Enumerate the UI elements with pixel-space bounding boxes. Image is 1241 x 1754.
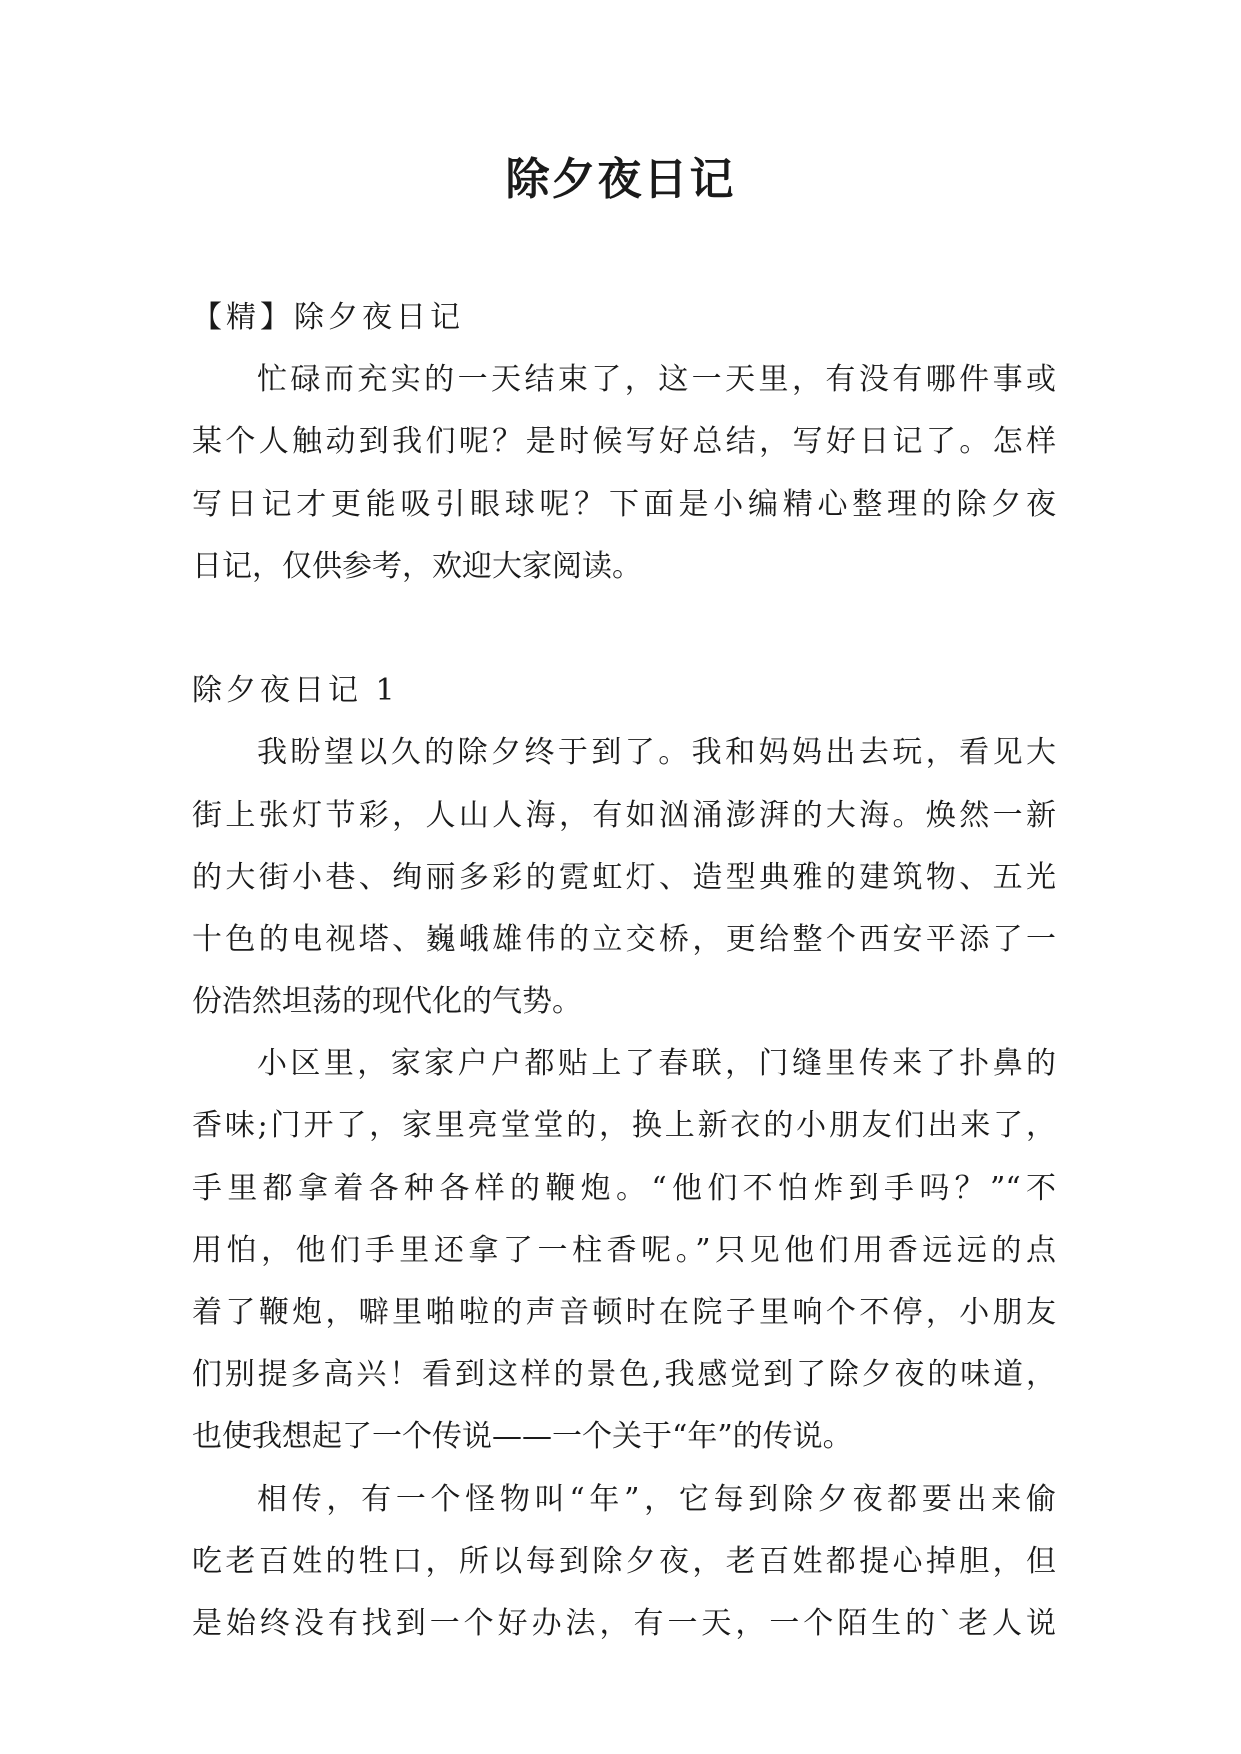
blank-line [192, 598, 1056, 660]
paragraph-line: 小区里，家家户户都贴上了春联，门缝里传来了扑鼻的 [257, 1046, 1056, 1082]
paragraph-line: 忙碌而充实的一天结束了，这一天里，有没有哪件事或 [257, 362, 1056, 398]
paragraph-line: 们别提多高兴！看到这样的景色,我感觉到了除夕夜的味道， [192, 1357, 1056, 1393]
paragraph-line: 也使我想起了一个传说——一个关于“年”的传说。 [192, 1419, 853, 1455]
paragraph-line: 着了鞭炮，噼里啪啦的声音顿时在院子里响个不停，小朋友 [192, 1295, 1056, 1330]
paragraph-line: 用怕，他们手里还拿了一柱香呢。”只见他们用香远远的点 [192, 1232, 1056, 1268]
paragraph-line: 我盼望以久的除夕终于到了。我和妈妈出去玩，看见大 [257, 735, 1056, 771]
paragraph-line: 香味;门开了，家里亮堂堂的，换上新衣的小朋友们出来了， [192, 1108, 1056, 1144]
paragraph-line: 某个人触动到我们呢？是时候写好总结，写好日记了。怎样 [192, 424, 1056, 460]
paragraph-2 [192, 1033, 1056, 1468]
paragraph-line: 十色的电视塔、巍峨雄伟的立交桥，更给整个西安平添了一 [192, 921, 1056, 957]
paragraph-line: 街上张灯节彩，人山人海，有如汹涌澎湃的大海。焕然一新 [192, 797, 1056, 833]
document-body [192, 287, 1056, 1655]
page-title: 除夕夜日记 [505, 154, 736, 205]
intro-paragraph [192, 349, 1056, 598]
paragraph-3 [192, 1469, 1056, 1656]
paragraph-line: 吃老百姓的牲口，所以每到除夕夜，老百姓都提心掉胆，但 [192, 1543, 1056, 1579]
section-heading: 除夕夜日记 1 [192, 673, 399, 709]
paragraph-line: 是始终没有找到一个好办法，有一天，一个陌生的`老人说 [192, 1605, 1056, 1641]
paragraph-1 [192, 722, 1056, 1033]
paragraph-line: 份浩然坦荡的现代化的气势。 [192, 984, 582, 1020]
paragraph-line: 相传，有一个怪物叫“年”，它每到除夕夜都要出来偷 [257, 1481, 1056, 1517]
paragraph-line: 手里都拿着各种各样的鞭炮。“他们不怕炸到手吗？”“不 [192, 1170, 1056, 1206]
intro-heading: 【精】除夕夜日记 [192, 300, 464, 335]
paragraph-line: 写日记才更能吸引眼球呢？下面是小编精心整理的除夕夜 [192, 486, 1056, 522]
paragraph-line: 日记，仅供参考，欢迎大家阅读。 [192, 548, 642, 584]
paragraph-line: 的大街小巷、绚丽多彩的霓虹灯、造型典雅的建筑物、五光 [192, 859, 1056, 895]
